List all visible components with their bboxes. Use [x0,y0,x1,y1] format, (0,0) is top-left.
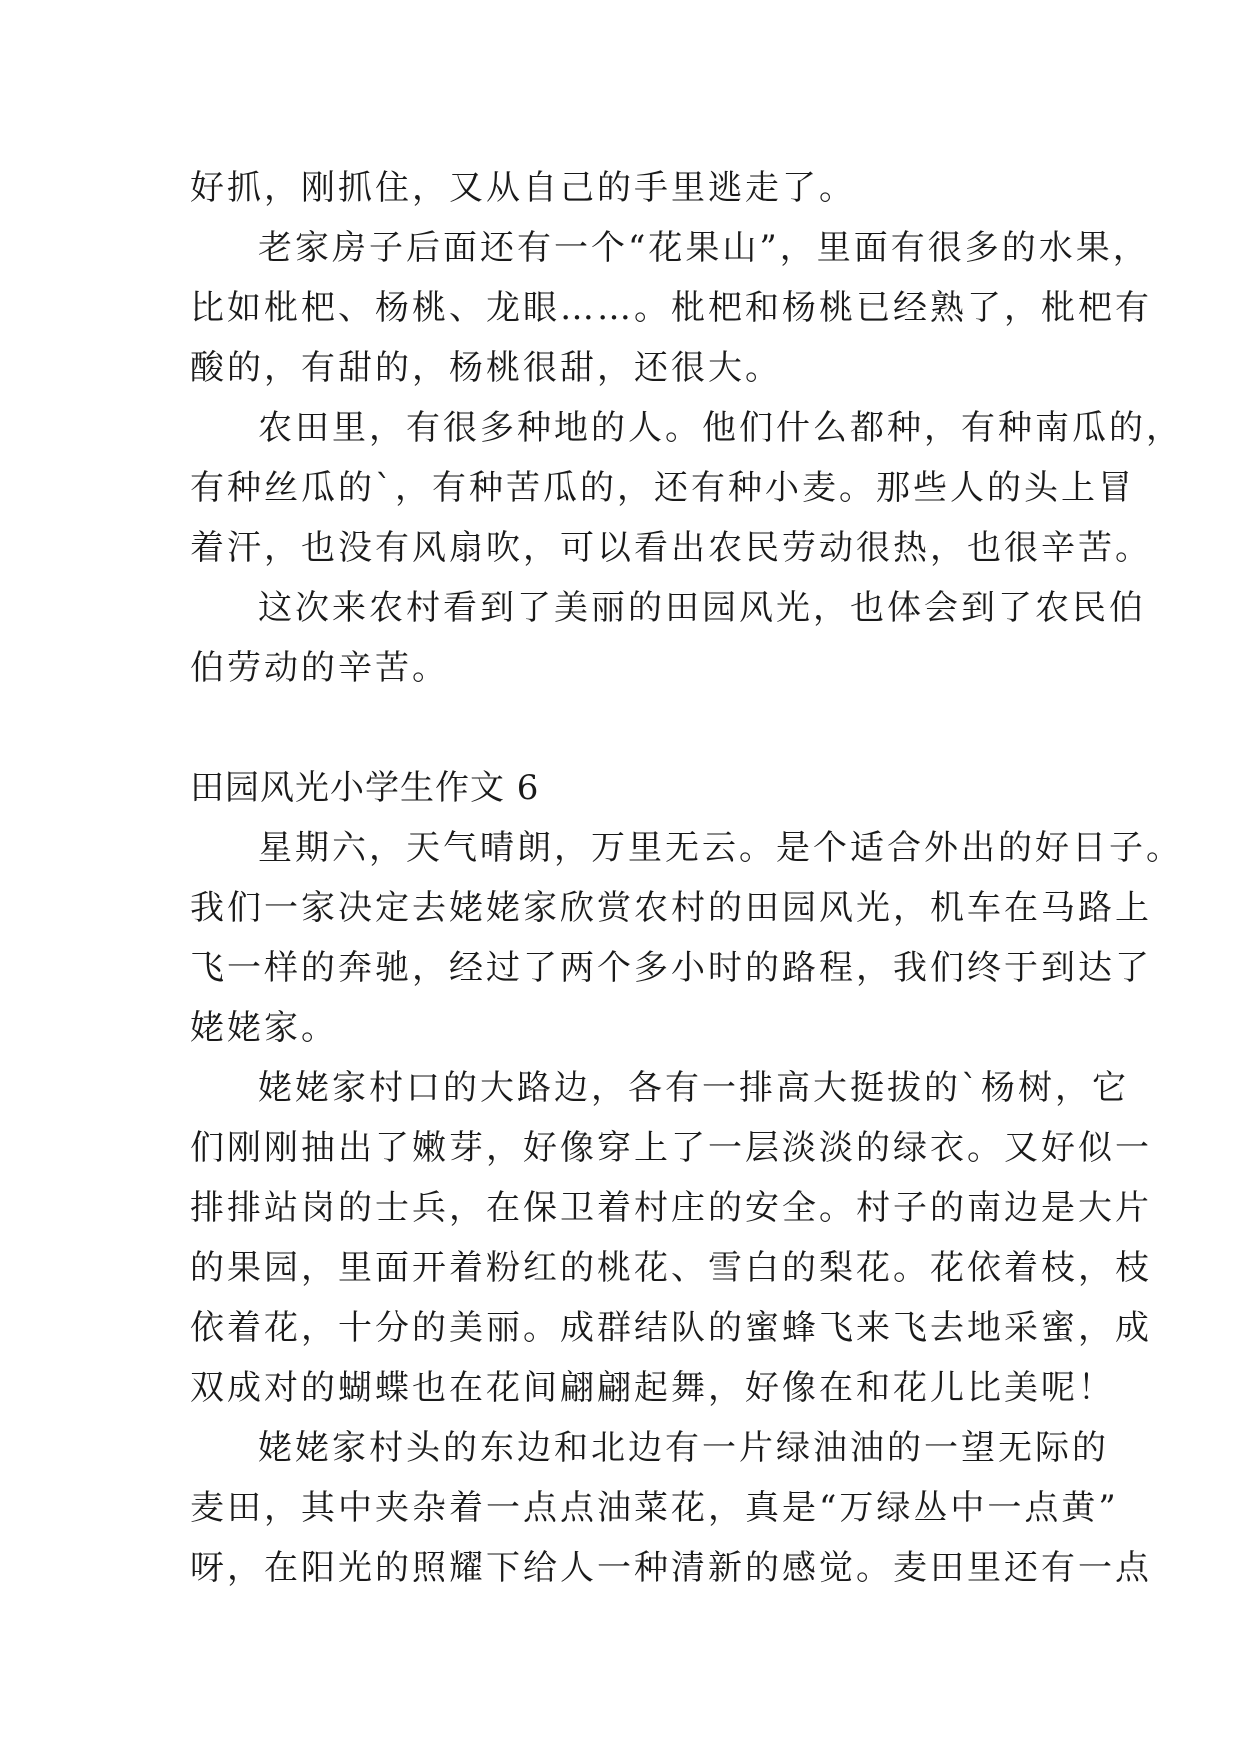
text-line: 姥姥家。 [190,1008,338,1048]
text-line: 排排站岗的士兵，在保卫着村庄的安全。村子的南边是大片 [190,1188,1152,1228]
text-line: 的果园，里面开着粉红的桃花、雪白的梨花。花依着枝，枝 [190,1248,1152,1288]
text-line: 我们一家决定去姥姥家欣赏农村的田园风光，机车在马路上 [190,888,1152,928]
text-line: 比如枇杷、杨桃、龙眼……。枇杷和杨桃已经熟了，枇杷有 [190,288,1152,328]
text-line: 伯劳动的辛苦。 [190,648,449,688]
text-line: 呀，在阳光的照耀下给人一种清新的感觉。麦田里还有一点 [190,1548,1152,1588]
paragraph-first-line: 老家房子后面还有一个“花果山”，里面有很多的水果， [258,228,1150,268]
text-line: 飞一样的奔驰，经过了两个多小时的路程，我们终于到达了 [190,948,1152,988]
section-gap [190,698,1090,758]
paragraph-first-line: 姥姥家村口的大路边，各有一排高大挺拔的`杨树，它 [258,1068,1129,1108]
text-line: 好抓，刚抓住，又从自己的手里逃走了。 [190,168,856,208]
text-line: 有种丝瓜的`，有种苦瓜的，还有种小麦。那些人的头上冒 [190,468,1135,508]
text-line: 依着花，十分的美丽。成群结队的蜜蜂飞来飞去地采蜜，成 [190,1308,1152,1348]
text-line: 着汗，也没有风扇吹，可以看出农民劳动很热，也很辛苦。 [190,528,1152,568]
section-title: 田园风光小学生作文 6 [190,768,540,808]
paragraph-first-line: 姥姥家村头的东边和北边有一片绿油油的一望无际的 [258,1428,1109,1468]
document-body [190,158,1183,1598]
paragraph-first-line: 农田里，有很多种地的人。他们什么都种，有种南瓜的， [258,408,1183,448]
paragraph-first-line: 这次来农村看到了美丽的田园风光，也体会到了农民伯 [258,588,1146,628]
paragraph-first-line: 星期六，天气晴朗，万里无云。是个适合外出的好日子。 [258,828,1183,868]
text-line: 们刚刚抽出了嫩芽，好像穿上了一层淡淡的绿衣。又好似一 [190,1128,1152,1168]
text-line: 酸的，有甜的，杨桃很甜，还很大。 [190,348,782,388]
text-line: 双成对的蝴蝶也在花间翩翩起舞，好像在和花儿比美呢！ [190,1368,1115,1408]
text-line: 麦田，其中夹杂着一点点油菜花，真是“万绿丛中一点黄” [190,1488,1119,1528]
